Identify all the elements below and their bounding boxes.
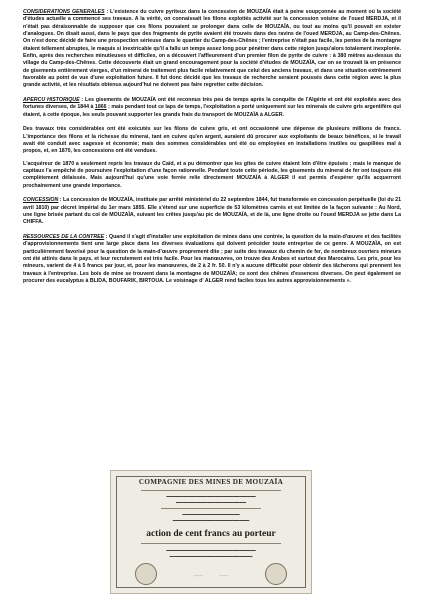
section-acquereur [23,161,401,190]
section-travaux [23,126,401,155]
section-considerations [23,9,401,90]
certificate-fine-print: ▬▬▬▬▬▬▬▬▬▬▬▬▬▬▬▬▬▬▬▬▬▬▬▬▬▬▬▬ [166,494,256,498]
section-ressources [23,234,401,285]
section-heading: APERCU HISTORIQUE [23,96,80,103]
section-text: L'acquéreur de 1870 a seulement repris les travaux du Caïd, et a pu démontrer que les gîtes de cuivre étaient loin d'être épuisés ; mais le manque de capitaux l'a empêché de poursuivre l'exploitation d'une façon rationnelle. Pendant toute cette période, les gisements du minerai de fer ont toujours été complètement délaissés. Mais aujourd'hui qu'une voie ferrée relie directement MOUZAÏA à ALGER il est permis d'espérer qu'ils acquerront prochainement une grande importance. [23,160,401,189]
certificate-fine-print: ▬▬▬▬▬▬▬▬▬▬▬▬▬▬▬▬▬▬▬▬▬▬▬▬▬▬▬▬ [166,548,256,552]
certificate-title: COMPAGNIE DES MINES DE MOUZAÏA [138,478,284,486]
section-heading: CONCESSION [23,197,59,204]
section-text: : L'existence du cuivre pyriteux dans la concession de MOUZAÏA était à peine soupçonnée au moment où la société d'études actuelle a commencé ses travaux. A la vérité, on connaissait les filons exploités activité sur la concession voisine de l'oued MERDJA, et il n'était pas déraisonnable de supposer que ces filons pouvaient se prolonger dans celle de MOUZAÏA, ou tout au moins qu'il pouvait en exister d'analogues. On disait aussi, dans le pays que des fragments de pyrite avaient été trouvés dans des ravins de l'oued MERDJA, au Camp-des-Chênes. On n'est donc décidé de faire une prospection sérieuse dans le quartier du Camp-des-Chênes ; l'entreprise n'était pas facile, les pentes de la montagne étaient tellement abruptes, le maquis si inextricable qu'il a fallu un temps assez long pour pénétrer dans cette région jusqu'alors totalement inexplorée. Enfin, après des recherches minutieuses et difficiles, on a découvert l'affleurement d'un premier filon de pyrite de cuivre : à 380 mètres au-dessus du village du Camp-des-Chênes. Cette découverte était un grand encouragement pour la société d'études de MOUZAÏA, car on se trouvait là en présence de gisements entièrement vierges, d'un minerai de traitement plus facile relativement que celui des anciens travaux, et dans une situation extrêmement favorable au point de vue d'une exploitation future. Il fut donc décidé que les travaux de recherche seraient poussés dans cette région avec la plus grande activité, et les résultats obtenus aujourd'hui ne doivent pas faire regretter cette décision. [23,9,401,89]
certificate-action-line: action de cent francs au porteur [146,529,276,539]
section-heading: RESSOURCES DE LA CONTREE [23,233,105,240]
share-certificate-image [110,470,312,594]
section-text: : La concession de MOUZAÏA, instituée par arrêté ministériel du 22 septembre 1844, fut transformée en concession perpétuelle (loi du 21 avril 1810) par décret impérial du 1er mars 1855. Elle s'étend sur une superficie de 53 kilomètres carrés et est limitée de la façon suivante : Au Nord, une ligne brisée partant du col de MOUZAÏA, suivant les crêtes jusqu'au pic de MOUZAÏA, et de là, une ligne droite ou l'oued MERDJA se jette dans La CHIFFA. [23,197,401,226]
certificate-rule [141,490,281,491]
certificate-rule [141,543,281,544]
certificate-fine-print: ▬▬▬▬▬▬▬▬▬▬▬▬▬▬▬▬▬▬▬▬▬▬▬▬ [172,518,250,522]
document-body [23,9,401,290]
certificate-fine-print: ▬▬▬▬▬▬▬▬▬▬▬▬▬▬▬▬▬▬ [182,512,240,516]
certificate-fine-print: ▬▬▬▬▬▬▬▬▬▬▬▬▬▬▬▬▬▬▬▬▬▬▬▬▬▬ [169,554,253,558]
section-concession [23,197,401,226]
section-apercu-historique [23,97,401,119]
certificate-signatures: 〰〰〰 〰〰〰 [193,574,229,578]
section-text: : Quand il s'agit d'installer une exploitation de mines dans une contrée, la question de la main-d'œuvre et des facilités d'approvisionnements tient une large place dans les diverses évaluations qui doivent précéder toute entreprise de ce genre. A MOUZAÏA, on est particulièrement favorisé pour la question de la main-d'œuvre proprement dite ; par suite des travaux du chemin de fer, de nombreux ouvriers mineurs ont été attirés dans le pays, et leur recrutement est très facile. Pour les manœuvres, on trouve des Arabes et surtout des Marocains. Les prix, pour les mineurs, varient de 4 à 5 francs par jour, et, pour les manœuvres, de 2 à 2 fr. 50. Il n'y a aucune difficulté pour obtenir des tâcherons qui prennent les travaux à l'entreprise. Les bois de mine se trouvent dans la montagne de MOUZAÏA; ce sont des chênes d'essences diverses. On peut également se procurer des eucalyptus à BLIDA, BOUFARIK, BIRTOUA. Le voisinage d' ALGER rend faciles tous les autres approvisionnements ». [23,233,401,284]
certificate-rule [161,508,261,509]
certificate-fine-print: ▬▬▬▬▬▬▬▬▬▬▬▬▬▬▬▬▬▬▬▬▬▬ [175,500,247,504]
section-text: : Les gisements de MOUZAÏA ont été reconnus très peu de temps après la conquête de l'Algérie et ont été exploités avec des fortunes diverses, de 1844 à [23,96,401,111]
section-text: ; mais pendant tout ce laps de temps, l'exploitation a porté uniquement sur les minerais de cuivre gris argentifère qui étaient, à cette époque, les seuls pouvant supporter les grands frais du transport de MOUZAÏA à ALGER. [23,104,401,118]
certificate-paper [110,470,312,594]
underlined-year: 1866 [94,104,107,111]
section-text: Des travaux très considérables ont été exécutés sur les filons de cuivre gris, et ont occasionné une dépense de plusieurs millions de francs. L'importance des filons et la richesse du minerai, tant en cuivre qu'en argent, auraient dû procurer aux exploitants de beaux bénéfices, si le travail avait été conduit avec sagesse et économie; mais des sommes considérables ont été ou employées en installations inutiles ou gaspillées mal à propos, et, en 1870, les concessions ont été vendues. [23,126,401,155]
section-heading: CONSIDERATIONS GENERALES [23,9,105,15]
